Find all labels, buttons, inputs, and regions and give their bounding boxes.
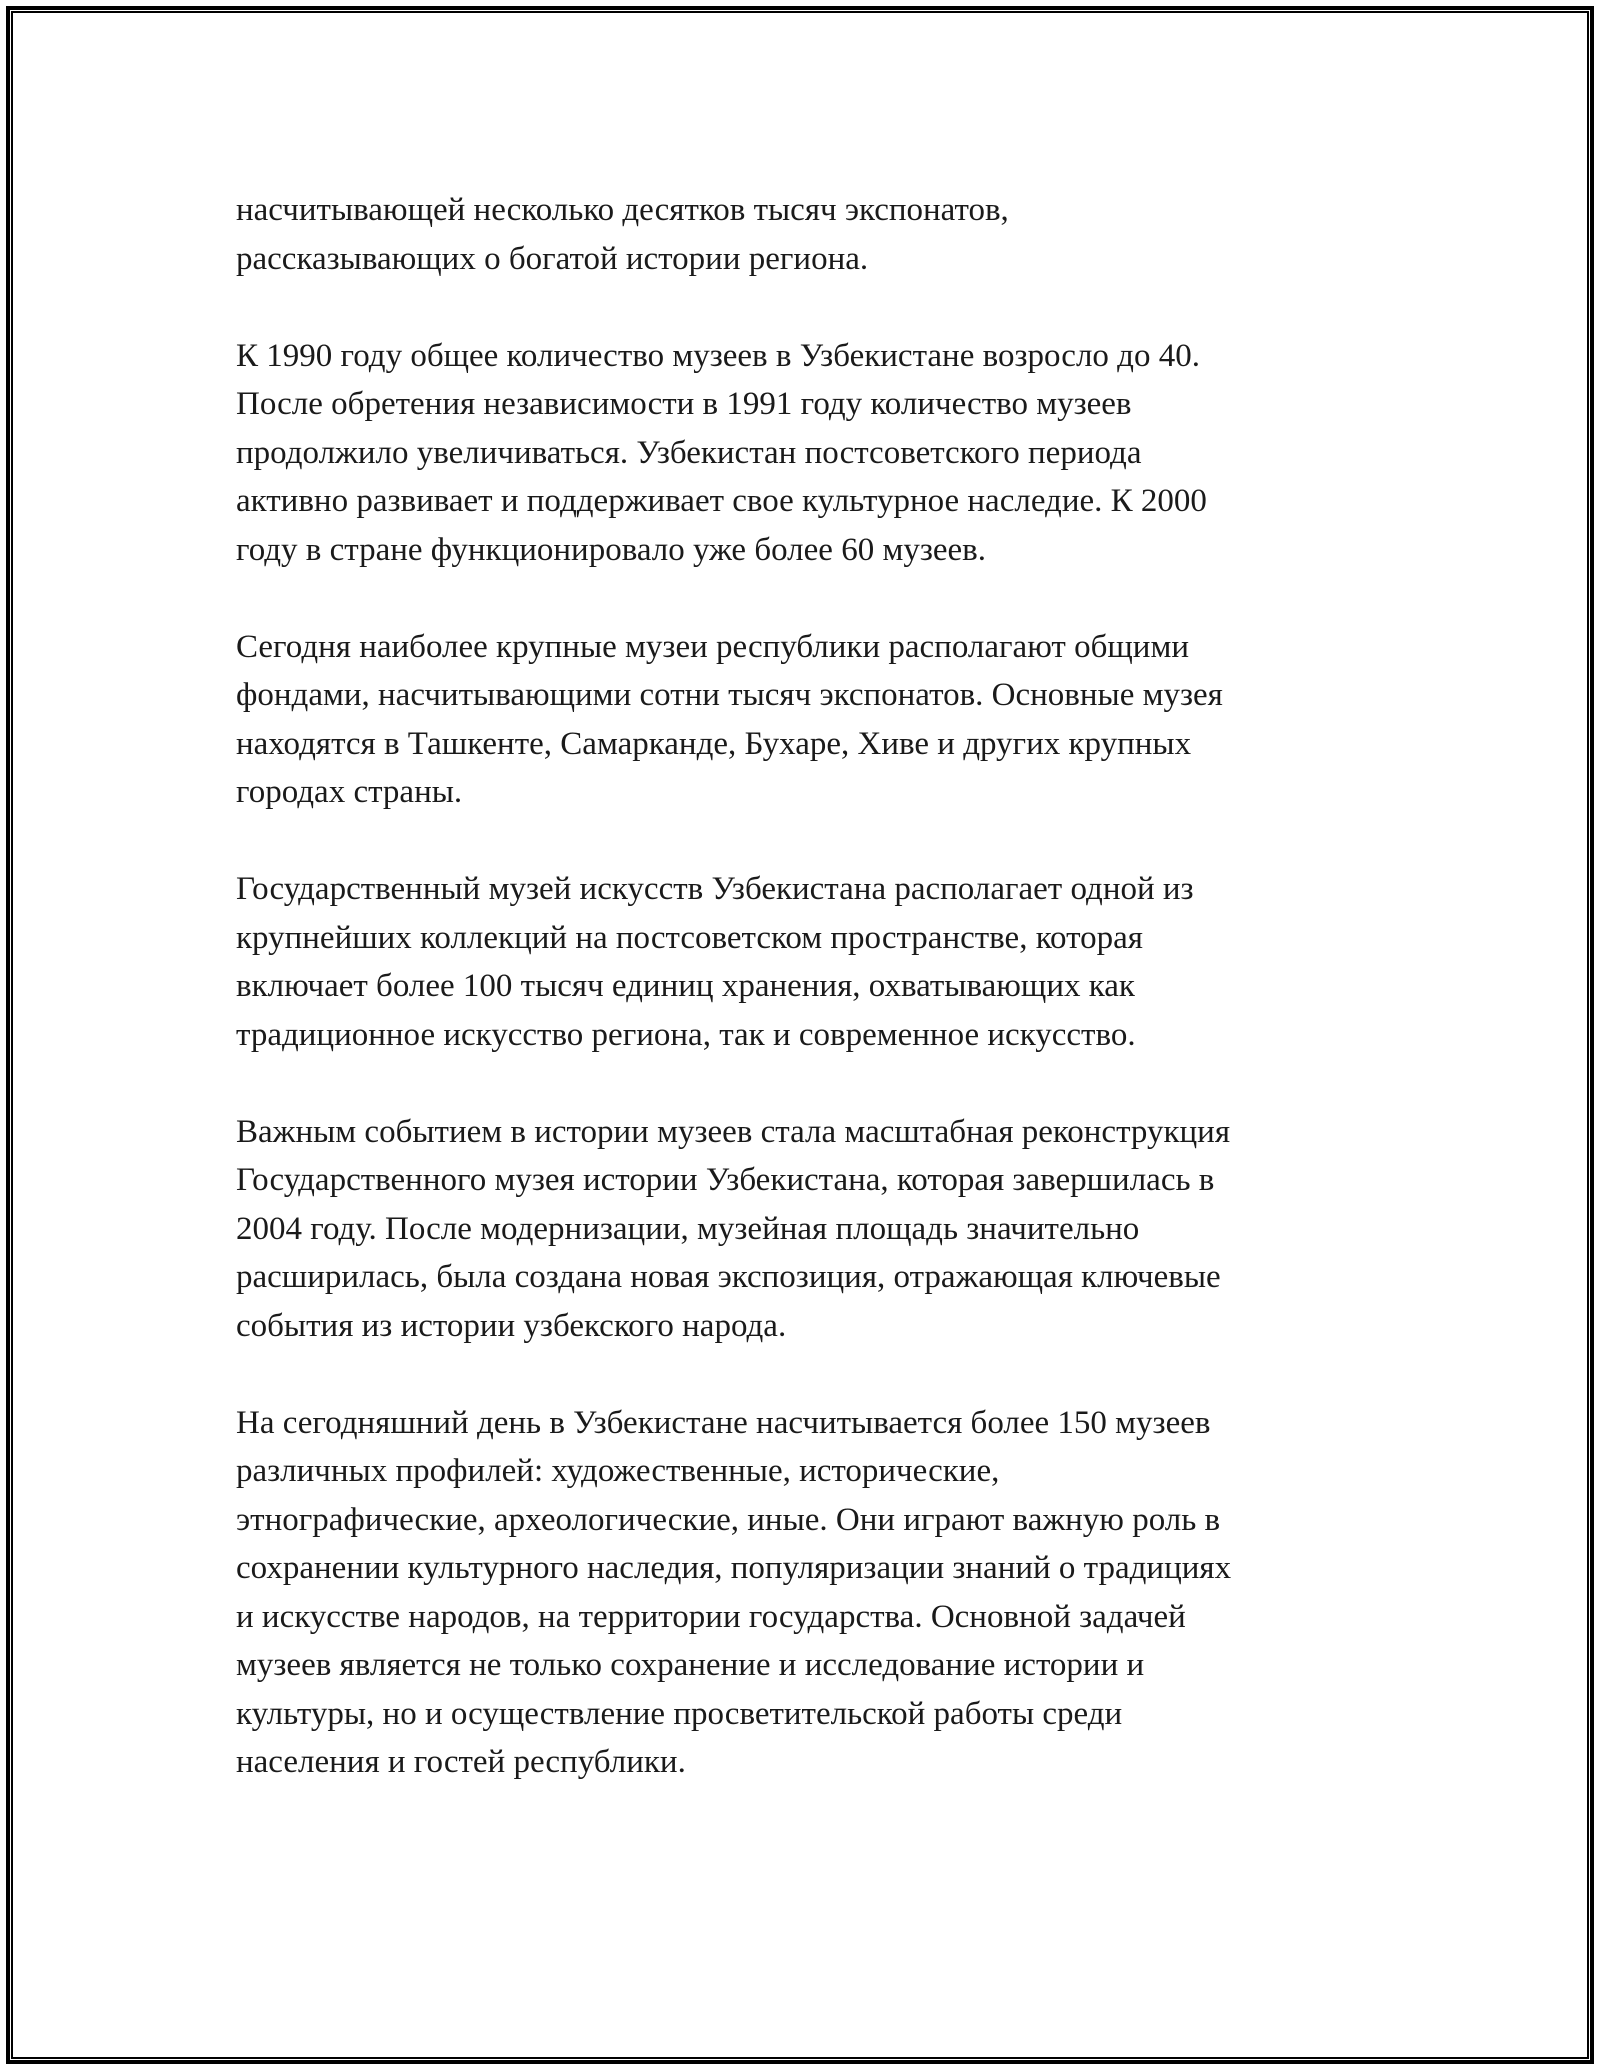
paragraph [236,186,1366,283]
text-line: крупнейших коллекций на постсоветском пространстве, которая [236,919,1143,956]
text-line: события из истории узбекского народа. [236,1307,787,1344]
text-line: Важным событием в истории музеев стала масштабная реконструкция [236,1113,1230,1150]
text-line: культуры, но и осуществление просветительской работы среди [236,1695,1123,1732]
text-line: музеев является не только сохранение и исследование истории и [236,1647,1145,1683]
text-line: различных профилей: художественные, исторические, [236,1453,1000,1489]
text-line: этнографические, археологические, иные. Они играют важную роль в [236,1501,1221,1538]
text-line: сохранении культурного наследия, популяризации знаний о традициях [236,1550,1232,1586]
text-line: После обретения независимости в 1991 году количество музеев [236,386,1132,422]
text-line: К 1990 году общее количество музеев в Узбекистане возросло до 40. [236,337,1200,374]
paragraph [236,1108,1366,1351]
text-line: активно развивает и поддерживает свое культурное наследие. К 2000 [236,483,1207,519]
text-line: находятся в Ташкенте, Самарканде, Бухаре, Хиве и других крупных [236,725,1192,762]
text-line: и искусстве народов, на территории государства. Основной задачей [236,1598,1186,1635]
text-line: расширилась, была создана новая экспозиция, отражающая ключевые [236,1259,1221,1295]
paragraph [236,332,1366,575]
text-line: населения и гостей республики. [236,1744,686,1780]
text-line: насчитывающей несколько десятков тысяч экспонатов, [236,192,1009,228]
text-line: Государственного музея истории Узбекистана, которая завершилась в [236,1162,1215,1198]
text-line: году в стране функционировало уже более 60 музеев. [236,531,986,568]
document-body [236,186,1366,1787]
text-line: На сегодняшний день в Узбекистане насчитывается более 150 музеев [236,1404,1211,1441]
text-line: фондами, насчитывающими сотни тысяч экспонатов. Основные музея [236,677,1223,713]
text-line: Государственный музей искусств Узбекистана располагает одной из [236,871,1194,907]
text-line: традиционное искусство региона, так и современное искусство. [236,1016,1136,1053]
paragraph [236,1399,1366,1787]
text-line: Сегодня наиболее крупные музеи республики располагают общими [236,628,1189,665]
text-line: включает более 100 тысяч единиц хранения, охватывающих как [236,968,1135,1004]
text-line: 2004 году. После модернизации, музейная площадь значительно [236,1210,1140,1247]
text-line: рассказывающих о богатой истории региона. [236,240,869,277]
text-line: продолжило увеличиваться. Узбекистан постсоветского периода [236,434,1142,471]
paragraph [236,623,1366,817]
paragraph [236,865,1366,1059]
text-line: городах страны. [236,774,463,810]
